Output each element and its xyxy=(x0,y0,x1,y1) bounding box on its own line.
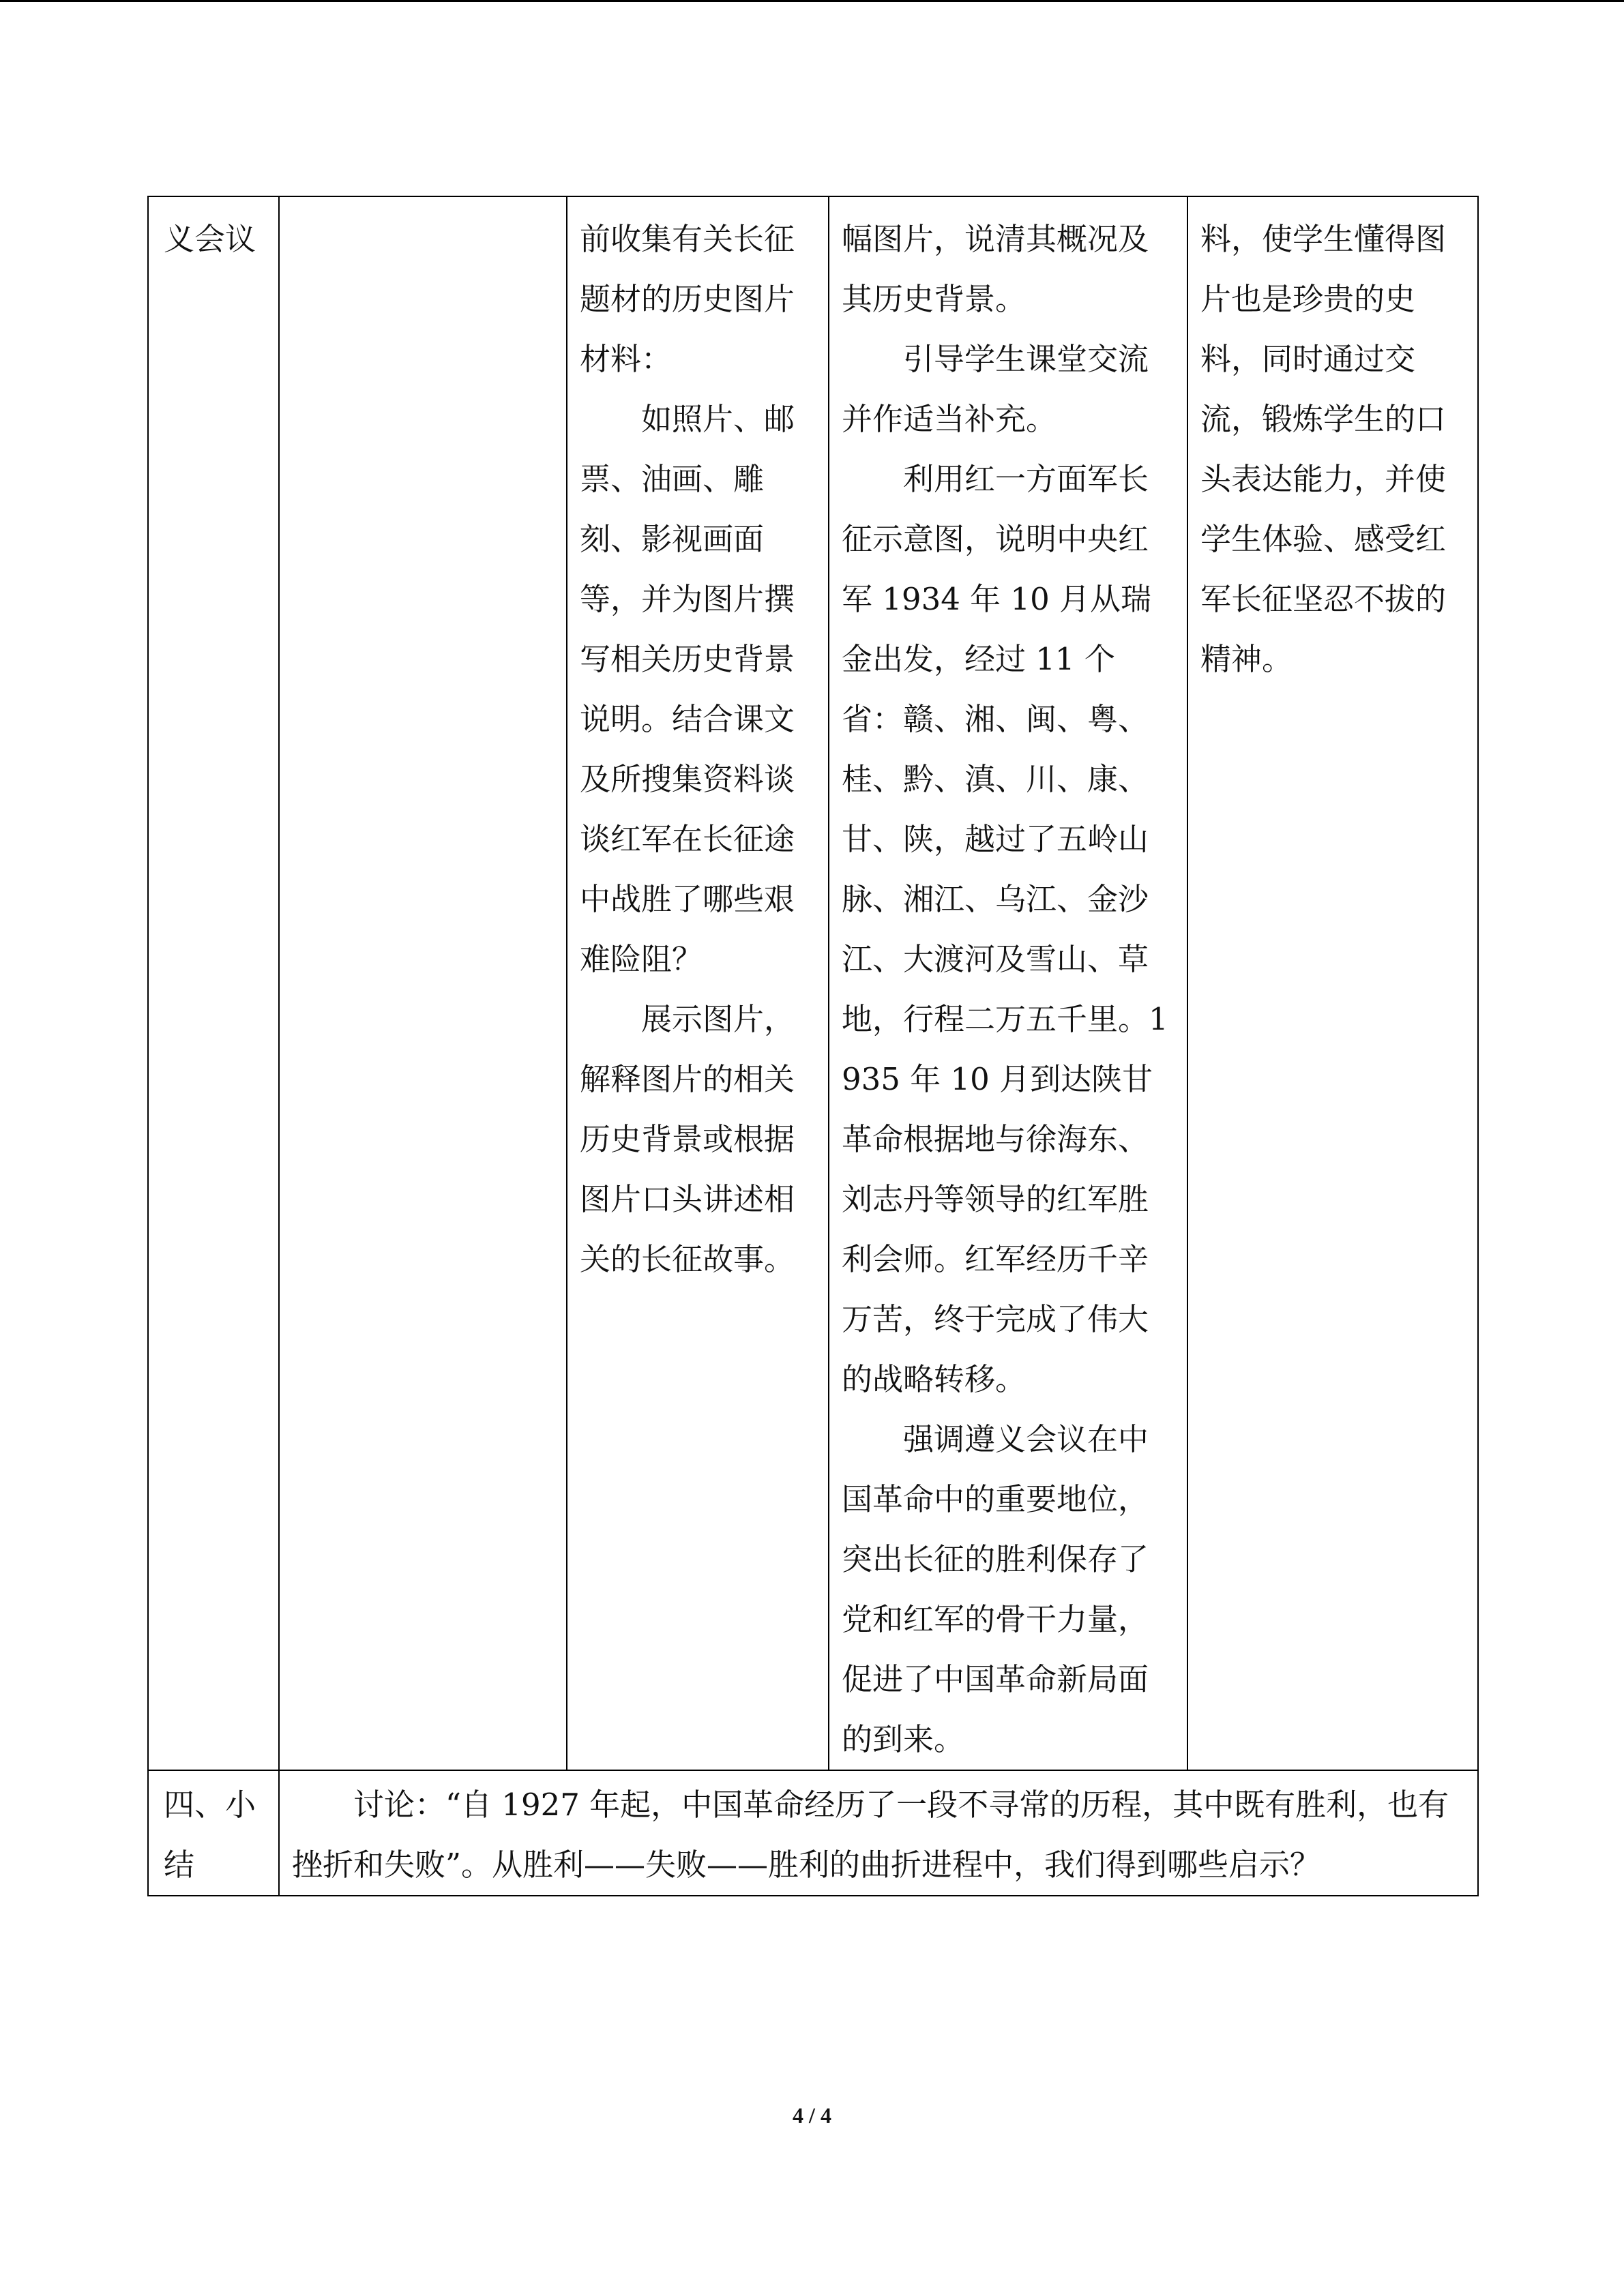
summary-label: 四、小结 xyxy=(164,1787,256,1883)
student-activity-para-3: 展示图片，解释图片的相关历史背景或根据图片口头讲述相关的长征故事。 xyxy=(580,1001,795,1277)
summary-content-cell xyxy=(279,1770,1478,1896)
teacher-activity-para-2: 引导学生课堂交流并作适当补充。 xyxy=(842,341,1149,437)
student-activity-para-1: 前收集有关长征题材的历史图片材料： xyxy=(580,221,795,377)
teacher-activity-para-4: 强调遵义会议在中国革命中的重要地位，突出长征的胜利保存了党和红军的骨干力量，促进了中国革命新局面的到来。 xyxy=(842,1421,1149,1757)
table-row-summary xyxy=(148,1770,1478,1896)
stage-label-cell xyxy=(148,196,279,1770)
summary-discussion-text: 讨论：“自 1927 年起，中国革命经历了一段不寻常的历程，其中既有胜利，也有挫折和失败”。从胜利——失败——胜利的曲折进程中，我们得到哪些启示？ xyxy=(292,1787,1449,1883)
design-intent-cell xyxy=(1187,196,1478,1770)
content-cell-empty xyxy=(279,196,567,1770)
top-border-line xyxy=(0,0,1624,2)
table-row-zunyi xyxy=(148,196,1478,1770)
teacher-activity-cell xyxy=(829,196,1187,1770)
summary-label-cell xyxy=(148,1770,279,1896)
teacher-activity-para-1: 幅图片，说清其概况及其历史背景。 xyxy=(842,221,1149,317)
lesson-plan-table xyxy=(147,196,1479,1896)
student-activity-cell xyxy=(567,196,829,1770)
stage-label: 义会议 xyxy=(164,221,256,257)
teacher-activity-para-3: 利用红一方面军长征示意图，说明中央红军 1934 年 10 月从瑞金出发，经过 11 个省：赣、湘、闽、粤、桂、黔、滇、川、康、甘、陕，越过了五岭山脉、湘江、乌江、金沙江、大渡河及雪山、草地，行程二万五千里。1935 年 10 月到达陕甘革命根据地与徐海东、刘志丹等领导的红军胜利会师。红军经历千辛万苦，终于完成了伟大的战略转移。 xyxy=(842,461,1168,1397)
design-intent-para-1: 料，使学生懂得图片也是珍贵的史料，同时通过交流，锻炼学生的口头表达能力，并使学生体验、感受红军长征坚忍不拔的精神。 xyxy=(1200,221,1447,677)
student-activity-para-2: 如照片、邮票、油画、雕刻、影视画面等，并为图片撰写相关历史背景说明。结合课文及所搜集资料谈谈红军在长征途中战胜了哪些艰难险阻？ xyxy=(580,401,795,977)
page-number: 4 / 4 xyxy=(793,2103,831,2128)
content-cell-empty-text xyxy=(280,197,566,209)
